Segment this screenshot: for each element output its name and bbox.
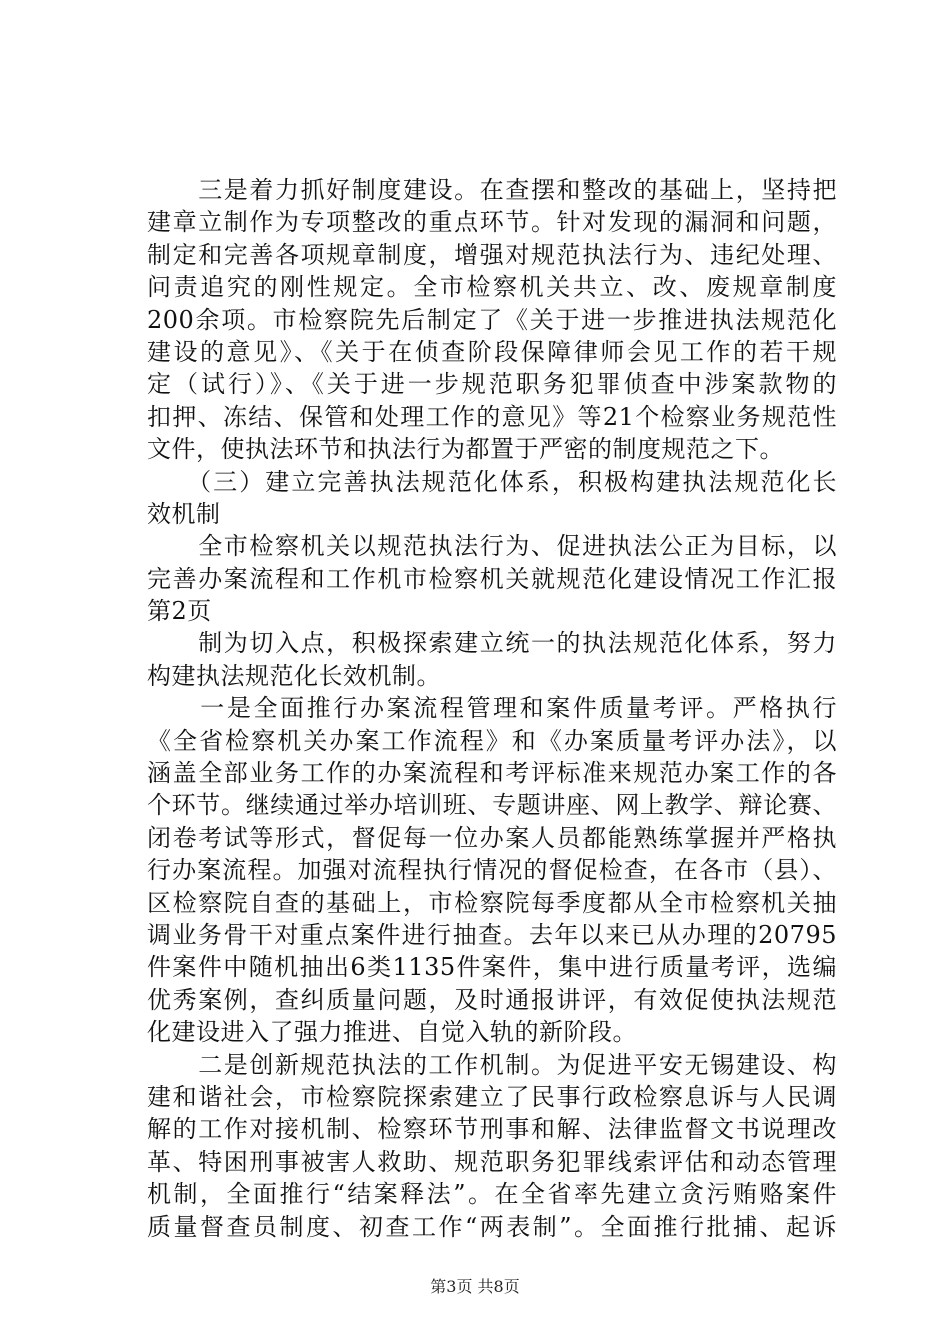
text-line: 200余项。市检察院先后制定了《关于进一步推进执法规范化 [147, 305, 837, 334]
text-line: 区检察院自查的基础上，市检察院每季度都从全市检察机关抽 [147, 888, 837, 917]
text-line: 制定和完善各项规章制度，增强对规范执法行为、违纪处理、 [147, 240, 837, 269]
text-line: 全市检察机关以规范执法行为、促进执法公正为目标，以 [147, 532, 837, 561]
page-footer: 第3页 共8页 [430, 1277, 520, 1296]
text-line: 建和谐社会，市检察院探索建立了民事行政检察息诉与人民调 [147, 1082, 837, 1111]
text-line: 定（试行）》、《关于进一步规范职务犯罪侦查中涉案款物的 [147, 370, 837, 399]
text-line: 一是全面推行办案流程管理和案件质量考评。严格执行 [147, 694, 837, 723]
text-line: 解的工作对接机制、检察环节刑事和解、法律监督文书说理改 [147, 1115, 837, 1144]
text-line: 调业务骨干对重点案件进行抽查。去年以来已从办理的20795 [147, 920, 837, 949]
text-line: 效机制 [147, 499, 221, 528]
text-line: 件案件中随机抽出6类1135件案件，集中进行质量考评，选编 [147, 953, 837, 982]
text-line: 化建设进入了强力推进、自觉入轨的新阶段。 [147, 1018, 637, 1047]
text-line: 闭卷考试等形式，督促每一位办案人员都能熟练掌握并严格执 [147, 823, 837, 852]
text-line: 文件，使执法环节和执法行为都置于严密的制度规范之下。 [147, 435, 784, 464]
text-line: 二是创新规范执法的工作机制。为促进平安无锡建设、构 [147, 1050, 837, 1079]
text-line: 机制，全面推行“结案释法”。在全省率先建立贪污贿赂案件 [147, 1180, 837, 1209]
text-line: （三）建立完善执法规范化体系，积极构建执法规范化长 [147, 467, 837, 496]
text-line: 个环节。继续通过举办培训班、专题讲座、网上教学、辩论赛、 [147, 791, 837, 820]
text-line: 三是着力抓好制度建设。在查摆和整改的基础上，坚持把 [147, 176, 837, 204]
text-line: 扣押、冻结、保管和处理工作的意见》等21个检察业务规范性 [147, 402, 837, 431]
text-line: 《全省检察机关办案工作流程》和《办案质量考评办法》，以 [147, 726, 837, 755]
text-line: 建章立制作为专项整改的重点环节。针对发现的漏洞和问题， [147, 208, 837, 237]
text-line: 革、特困刑事被害人救助、规范职务犯罪线索评估和动态管理 [147, 1147, 837, 1176]
text-line: 优秀案例，查纠质量问题，及时通报讲评，有效促使执法规范 [147, 985, 837, 1014]
text-line: 问责追究的刚性规定。全市检察机关共立、改、废规章制度 [147, 273, 837, 302]
text-line: 涵盖全部业务工作的办案流程和考评标准来规范办案工作的各 [147, 759, 837, 788]
text-line: 制为切入点，积极探索建立统一的执法规范化体系，努力 [147, 629, 837, 658]
text-line: 完善办案流程和工作机市检察机关就规范化建设情况工作汇报 [147, 564, 837, 593]
text-line: 建设的意见》、《关于在侦查阶段保障律师会见工作的若干规 [147, 337, 837, 366]
text-line: 构建执法规范化长效机制。 [147, 661, 441, 690]
body-text [147, 174, 837, 1243]
text-line: 质量督查员制度、初查工作“两表制”。全面推行批捕、起诉 [147, 1212, 837, 1241]
text-line: 第2页 [147, 597, 212, 626]
text-line: 行办案流程。加强对流程执行情况的督促检查，在各市（县）、 [147, 856, 837, 885]
